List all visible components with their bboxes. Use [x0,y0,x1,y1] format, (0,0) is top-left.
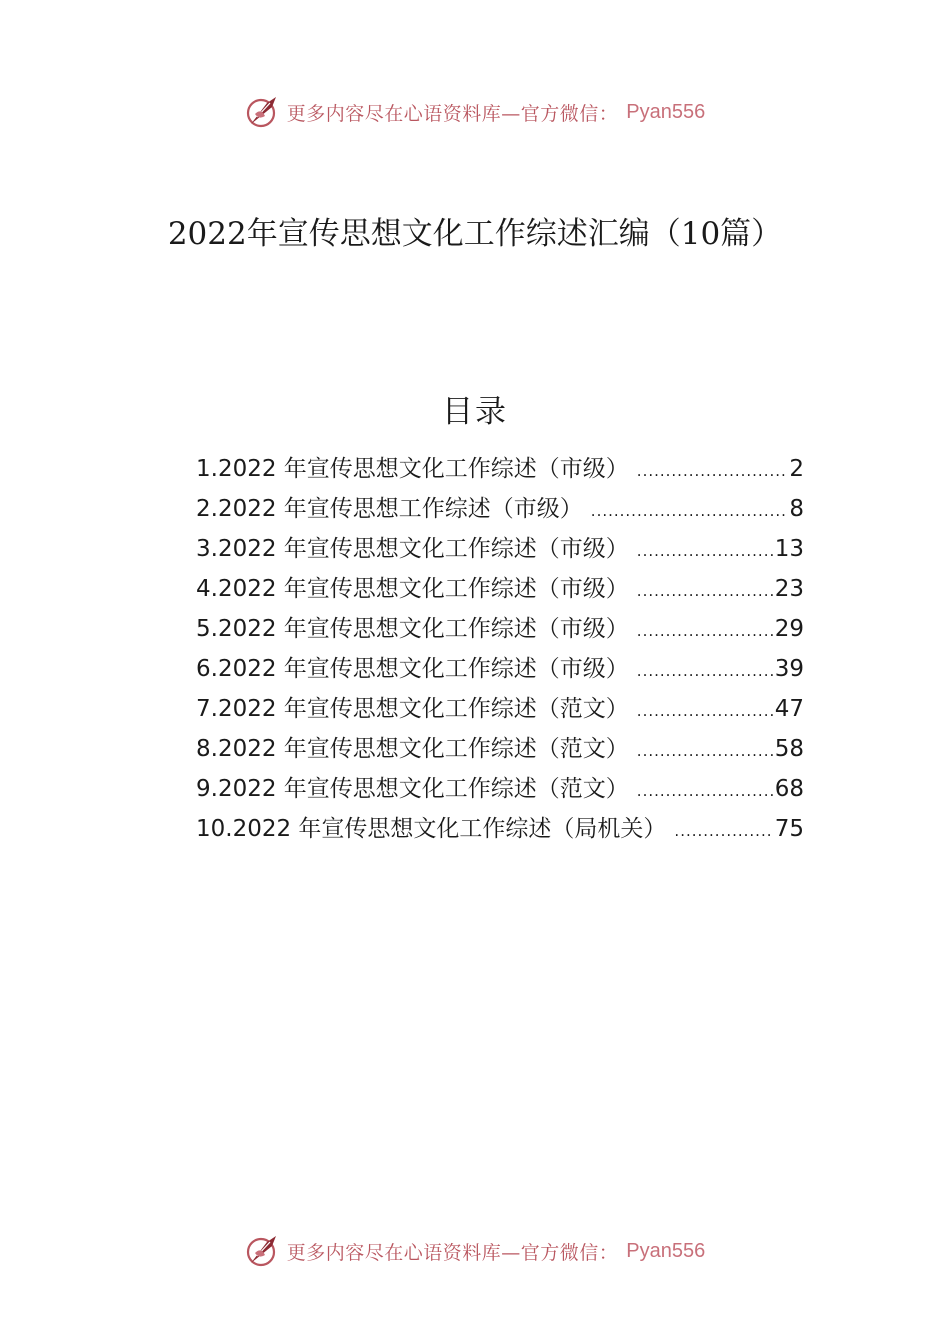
toc-item[interactable] [196,449,804,489]
toc-item-page: 68 [774,776,804,802]
toc-item-page: 2 [789,456,804,482]
toc-item-page: 58 [774,736,804,762]
footer-watermark [0,1233,950,1269]
toc-item[interactable] [196,489,804,529]
toc-item[interactable] [196,529,804,569]
toc-item-label: 1.2022 年宣传思想文化工作综述（市级） [196,456,629,482]
document-title: 2022年宣传思想文化工作综述汇编（10篇） [167,216,783,252]
toc-item-label: 6.2022 年宣传思想文化工作综述（市级） [196,656,629,682]
toc-item[interactable] [196,609,804,649]
toc-item[interactable] [196,689,804,729]
toc-item[interactable] [196,809,804,849]
toc-item-label: 5.2022 年宣传思想文化工作综述（市级） [196,616,629,642]
toc-item-page: 75 [774,816,804,842]
toc-item-page: 23 [774,576,804,602]
toc-leader-dots [637,691,773,731]
watermark-wechat-id: Pyan556 [626,100,706,123]
toc-item-label: 2.2022 年宣传思想工作综述（市级） [196,496,583,522]
watermark-text: 更多内容尽在心语资料库—官方微信： [286,1241,619,1264]
toc-leader-dots [674,811,772,851]
toc-leader-dots [637,611,773,651]
toc-leader-dots [637,451,788,491]
toc-leader-dots [637,731,773,771]
header-watermark [0,94,950,130]
toc-item-page: 39 [774,656,804,682]
toc-leader-dots [637,651,773,691]
toc-item-label: 8.2022 年宣传思想文化工作综述（范文） [196,736,629,762]
toc-item-page: 13 [774,536,804,562]
quill-pen-logo-icon [245,94,281,130]
toc-item-page: 8 [789,496,804,522]
watermark-wechat-id: Pyan556 [626,1239,706,1262]
toc-leader-dots [637,531,773,571]
toc-item[interactable] [196,649,804,689]
toc-item-label: 4.2022 年宣传思想文化工作综述（市级） [196,576,629,602]
toc-item-label: 10.2022 年宣传思想文化工作综述（局机关） [196,816,667,842]
toc-item-page: 47 [774,696,804,722]
table-of-contents [196,449,804,849]
toc-item[interactable] [196,729,804,769]
toc-leader-dots [591,491,788,531]
toc-heading: 目录 [442,394,508,430]
toc-item-page: 29 [774,616,804,642]
toc-item[interactable] [196,569,804,609]
toc-leader-dots [637,771,773,811]
toc-item-label: 7.2022 年宣传思想文化工作综述（范文） [196,696,629,722]
toc-item[interactable] [196,769,804,809]
toc-leader-dots [637,571,773,611]
quill-pen-logo-icon [245,1233,281,1269]
toc-item-label: 3.2022 年宣传思想文化工作综述（市级） [196,536,629,562]
watermark-text: 更多内容尽在心语资料库—官方微信： [286,102,619,125]
toc-item-label: 9.2022 年宣传思想文化工作综述（范文） [196,776,629,802]
